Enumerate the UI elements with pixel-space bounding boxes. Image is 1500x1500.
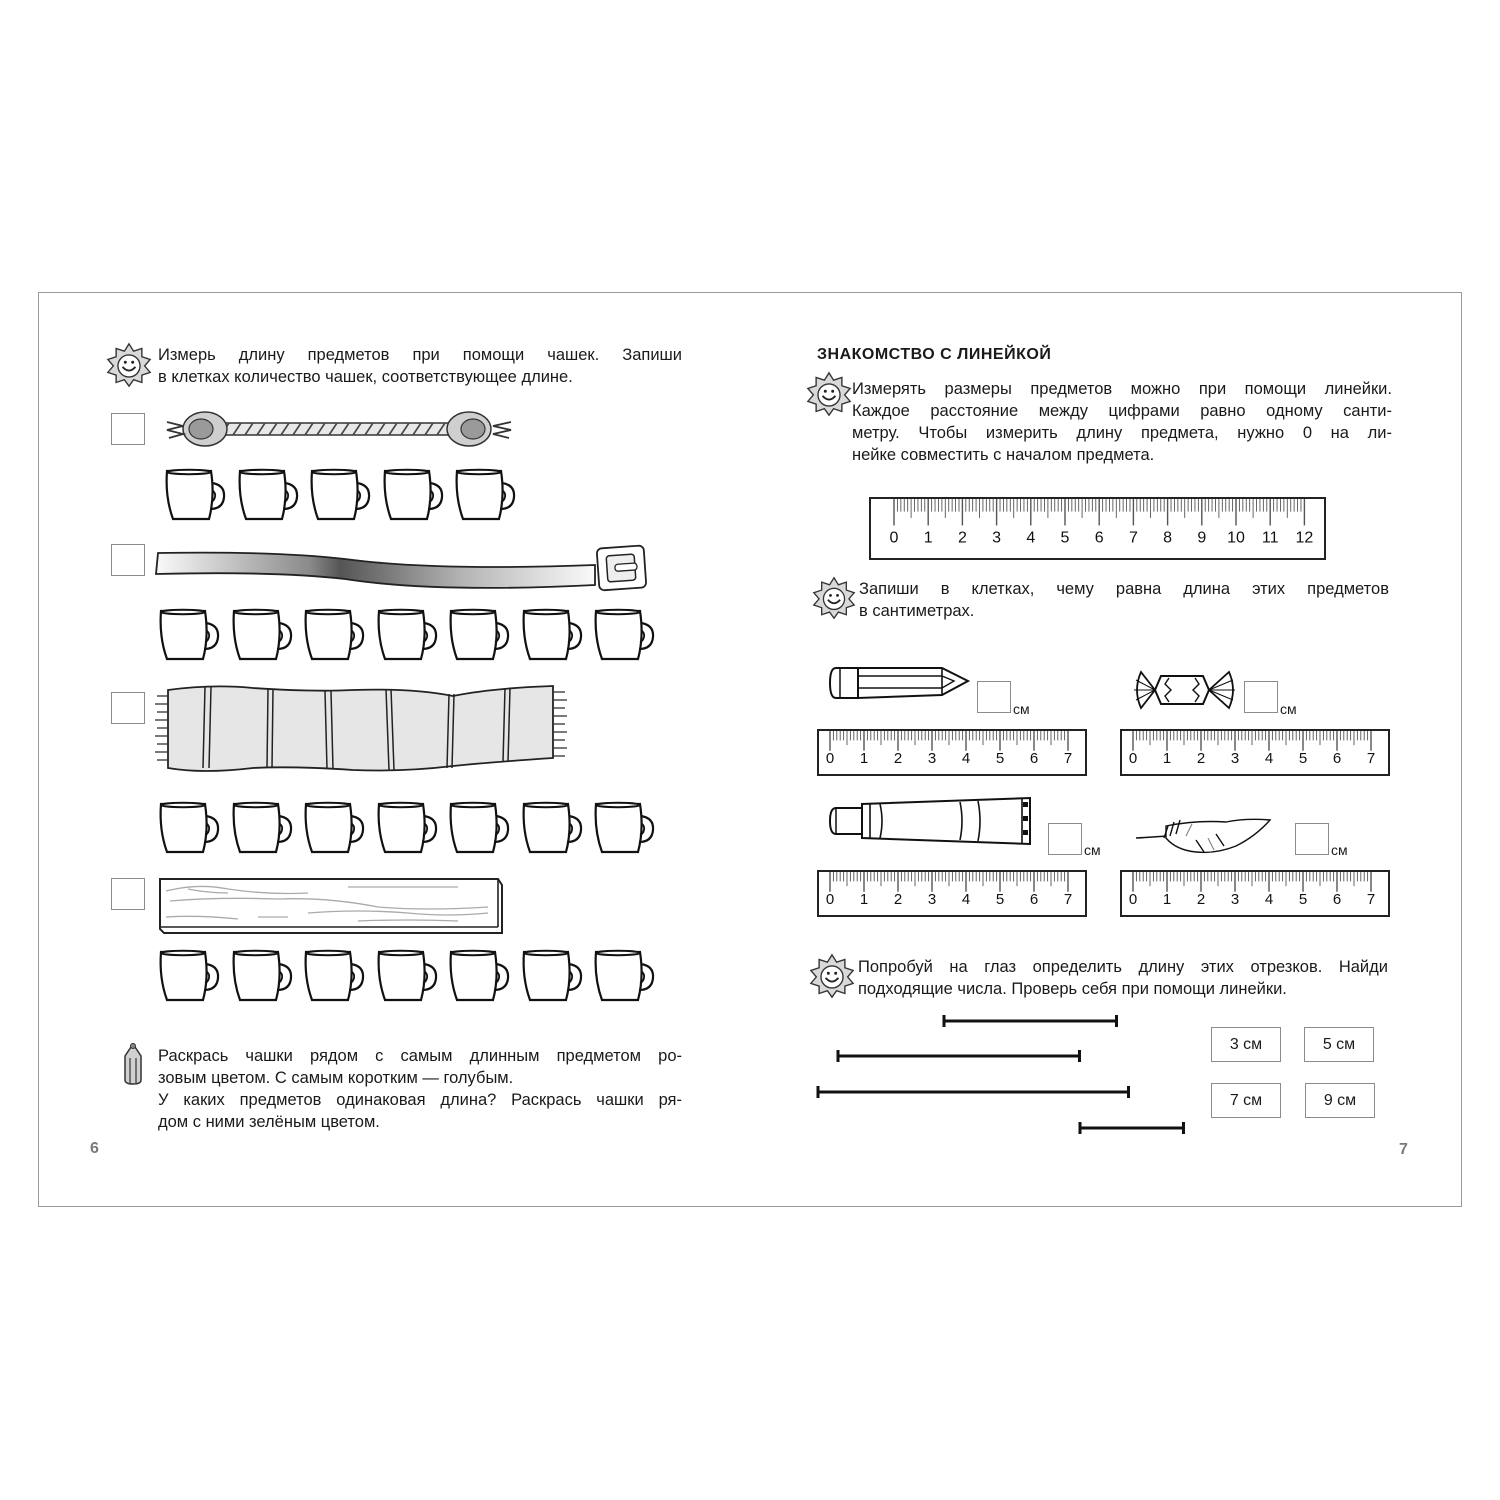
ruler-graphic: [817, 870, 1087, 917]
unit-label: см: [1013, 701, 1030, 717]
section-heading: ЗНАКОМСТВО С ЛИНЕЙКОЙ: [817, 346, 1052, 363]
cup-icon[interactable]: [156, 800, 222, 856]
cup-icon[interactable]: [301, 607, 367, 663]
ruler-label: 7: [1128, 529, 1138, 547]
ruler-label: 6: [1029, 749, 1039, 767]
ruler-label: 1: [859, 749, 869, 767]
line-segment: [1078, 1120, 1186, 1136]
line-segment: [816, 1084, 1131, 1100]
smiling-sun-icon: [809, 953, 855, 999]
ruler-graphic: [1120, 729, 1390, 776]
cup-icon[interactable]: [380, 467, 446, 523]
text-line: Каждое расстояние между цифрами равно одному санти-: [852, 402, 1392, 420]
feather-illustration: [1136, 816, 1272, 858]
ruler-label: 2: [893, 749, 903, 767]
ruler-label: 0: [889, 529, 899, 547]
answer-box-candy[interactable]: [1244, 681, 1278, 713]
cup-icon[interactable]: [162, 467, 228, 523]
ruler-label: 8: [1163, 529, 1173, 547]
ruler-label: 1: [1162, 749, 1172, 767]
ruler-label: 10: [1227, 529, 1245, 547]
ruler-label: 4: [1264, 749, 1274, 767]
pencil-icon: [122, 1042, 144, 1086]
answer-option[interactable]: 7 см: [1211, 1083, 1281, 1118]
ruler-label: 0: [825, 890, 835, 908]
ruler-label: 5: [995, 890, 1005, 908]
answer-box-tube[interactable]: [1048, 823, 1082, 855]
text-line: Измерять размеры предметов можно при помощи линейки.: [852, 380, 1392, 398]
scarf-illustration: [153, 684, 578, 776]
text-line: Запиши в клетках, чему равна длина этих предметов: [859, 580, 1389, 598]
ruler-label: 6: [1029, 890, 1039, 908]
ruler-graphic: [869, 497, 1326, 560]
ruler-label: 7: [1366, 890, 1376, 908]
ruler-label: 3: [992, 529, 1002, 547]
right-task3-text: [858, 956, 1388, 1000]
plank-illustration: [158, 877, 506, 937]
ruler-label: 3: [927, 749, 937, 767]
ruler-label: 6: [1094, 529, 1104, 547]
line-segment: [836, 1048, 1082, 1064]
unit-label: см: [1280, 701, 1297, 717]
unit-label: см: [1084, 842, 1101, 858]
left-task2-text: [158, 1045, 682, 1133]
smiling-sun-icon: [812, 576, 856, 620]
cup-icon[interactable]: [229, 607, 295, 663]
cup-icon[interactable]: [452, 467, 518, 523]
text-line: Раскрась чашки рядом с самым длинным предметом ро-: [158, 1047, 682, 1065]
cup-icon[interactable]: [446, 800, 512, 856]
ruler-label: 5: [1298, 749, 1308, 767]
answer-option[interactable]: 3 см: [1211, 1027, 1281, 1062]
text-line: нейке совместить с началом предмета.: [852, 446, 1155, 464]
ruler-label: 5: [1298, 890, 1308, 908]
right-task1-text: [852, 378, 1392, 466]
cup-icon[interactable]: [519, 800, 585, 856]
cup-icon[interactable]: [307, 467, 373, 523]
answer-box-plank[interactable]: [111, 878, 145, 910]
cup-icon[interactable]: [519, 607, 585, 663]
ruler-label: 3: [1230, 749, 1240, 767]
text-line: в клетках количество чашек, соответствующее длине.: [158, 368, 573, 386]
cup-icon[interactable]: [301, 800, 367, 856]
text-line: У каких предметов одинаковая длина? Раскрась чашки ря-: [158, 1091, 682, 1109]
belt-illustration: [155, 543, 650, 593]
tube-illustration: [830, 796, 1040, 846]
cup-icon[interactable]: [156, 948, 222, 1004]
unit-label: см: [1331, 842, 1348, 858]
ruler-label: 1: [859, 890, 869, 908]
ruler-label: 1: [923, 529, 933, 547]
cup-icon[interactable]: [374, 607, 440, 663]
ruler-label: 7: [1366, 749, 1376, 767]
answer-box-belt[interactable]: [111, 544, 145, 576]
ruler-label: 6: [1332, 890, 1342, 908]
ruler-label: 12: [1295, 529, 1314, 547]
ruler-label: 5: [995, 749, 1005, 767]
cup-icon[interactable]: [519, 948, 585, 1004]
cup-icon[interactable]: [235, 467, 301, 523]
text-line: Попробуй на глаз определить длину этих отрезков. Найди: [858, 958, 1388, 976]
ruler-graphic: [817, 729, 1087, 776]
cup-icon[interactable]: [591, 607, 657, 663]
ruler-label: 2: [1196, 890, 1206, 908]
pencil-illustration: [830, 664, 972, 702]
ruler-label: 5: [1060, 529, 1070, 547]
right-task2-text: [859, 578, 1389, 622]
ruler-label: 0: [825, 749, 835, 767]
text-line: метру. Чтобы измерить длину предмета, нужно 0 на ли-: [852, 424, 1392, 442]
ruler-label: 11: [1261, 529, 1279, 547]
cup-icon[interactable]: [374, 800, 440, 856]
text-line: подходящие числа. Проверь себя при помощи линейки.: [858, 980, 1287, 998]
cup-icon[interactable]: [446, 607, 512, 663]
ruler-label: 6: [1332, 749, 1342, 767]
text-line: дом с ними зелёным цветом.: [158, 1113, 380, 1131]
ruler-label: 4: [961, 749, 971, 767]
rope-illustration: [165, 410, 515, 448]
ruler-label: 3: [1230, 890, 1240, 908]
answer-box-pencil[interactable]: [977, 681, 1011, 713]
cup-icon[interactable]: [229, 800, 295, 856]
candy-illustration: [1133, 670, 1237, 710]
text-line: в сантиметрах.: [859, 602, 975, 620]
ruler-label: 0: [1128, 890, 1138, 908]
ruler-label: 9: [1197, 529, 1207, 547]
smiling-sun-icon: [806, 371, 852, 417]
answer-box-feather[interactable]: [1295, 823, 1329, 855]
answer-box-rope[interactable]: [111, 413, 145, 445]
ruler-label: 2: [893, 890, 903, 908]
cup-icon[interactable]: [374, 948, 440, 1004]
ruler-label: 0: [1128, 749, 1138, 767]
text-line: зовым цветом. С самым коротким — голубым.: [158, 1069, 514, 1087]
cup-icon[interactable]: [591, 800, 657, 856]
ruler-label: 1: [1162, 890, 1172, 908]
cup-icon[interactable]: [156, 607, 222, 663]
ruler-label: 7: [1063, 749, 1073, 767]
ruler-label: 7: [1063, 890, 1073, 908]
ruler-label: 3: [927, 890, 937, 908]
ruler-label: 4: [961, 890, 971, 908]
ruler-label: 4: [1264, 890, 1274, 908]
ruler-graphic: [1120, 870, 1390, 917]
cup-icon[interactable]: [591, 948, 657, 1004]
smiling-sun-icon: [106, 342, 152, 388]
cup-icon[interactable]: [229, 948, 295, 1004]
ruler-label: 2: [1196, 749, 1206, 767]
ruler-label: 2: [957, 529, 967, 547]
left-task1-text: [158, 344, 682, 388]
page-number-right: 7: [1399, 1141, 1408, 1158]
answer-option[interactable]: 5 см: [1304, 1027, 1374, 1062]
line-segment: [942, 1013, 1119, 1029]
page-number-left: 6: [90, 1140, 99, 1157]
cup-icon[interactable]: [446, 948, 512, 1004]
ruler-label: 4: [1026, 529, 1036, 547]
text-line: Измерь длину предметов при помощи чашек. Запиши: [158, 346, 682, 364]
answer-box-scarf[interactable]: [111, 692, 145, 724]
answer-option[interactable]: 9 см: [1305, 1083, 1375, 1118]
cup-icon[interactable]: [301, 948, 367, 1004]
